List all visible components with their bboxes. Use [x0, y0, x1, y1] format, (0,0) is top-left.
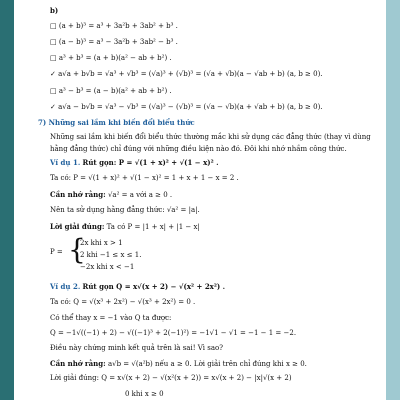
case-3: −2x khi x < −1 — [80, 263, 135, 271]
case-1: 2x khi x > 1 — [80, 239, 123, 247]
example-1-note: Nên ta sử dụng hằng đẳng thức: √a² = |a|. — [50, 206, 200, 214]
identity-6: ✓ a√a − b√b = √a³ − √b³ = (√a)³ − (√b)³ = (√a − √b)(a + √ab + b) (a, b ≥ 0). — [50, 103, 323, 111]
example-2-calc: Q = −1√((−1) + 2) − √((−1)³ + 2(−1)²) = −1√1 − √1 = −1 − 1 = −2. — [50, 329, 297, 337]
p-equals: P = — [50, 248, 63, 256]
cases-brace: { — [68, 233, 86, 266]
example-2-why: Điều này chứng minh kết quả trên là sai! Vì sao? — [50, 344, 224, 352]
example-2-remember: Cần nhớ rằng: a√b = √(a²b) nếu a ≥ 0. Lời giải trên chỉ đúng khi x ≥ 0. — [50, 359, 307, 368]
example-1-correct: Lời giải đúng: Ta có P = |1 + x| + |1 − x| — [50, 222, 200, 231]
section-intro-1: Những sai lầm khi biến đổi biểu thức thường mắc khi sử dụng các đẳng thức (thay vì dùng — [50, 133, 371, 141]
part-label: b) — [50, 6, 59, 15]
example-1-wrong: Ta có: P = √(1 + x)² + √(1 − x)² = 1 + x + 1 − x = 2 . — [50, 174, 239, 182]
left-margin-bar — [0, 0, 14, 400]
section-title: 7) Những sai lầm khi biến đổi biểu thức — [38, 118, 195, 127]
example-1-task: Ví dụ 1. Rút gọn: P = √(1 + x)² + √(1 − x)² . — [50, 158, 219, 167]
identity-2: □ (a − b)³ = a³ − 3a²b + 3ab² − b³ . — [50, 38, 178, 46]
example-2-try: Có thể thay x = −1 vào Q ta được: — [50, 314, 172, 322]
identity-5: □ a³ − b³ = (a − b)(a² + ab + b²) . — [50, 87, 172, 95]
example-2-correct: Lời giải đúng: Q = x√(x + 2) − √(x²(x + 2)) = x√(x + 2) − |x|√(x + 2) — [50, 374, 292, 382]
identity-4: ✓ a√a + b√b = √a³ + √b³ = (√a)³ + (√b)³ = (√a + √b)(a − √ab + b) (a, b ≥ 0). — [50, 70, 323, 78]
identity-3: □ a³ + b³ = (a + b)(a² − ab + b²) . — [50, 54, 172, 62]
right-margin-bar — [386, 0, 400, 400]
example-2-wrong: Ta có: Q = √(x³ + 2x²) − √(x³ + 2x²) = 0 . — [50, 298, 196, 306]
case-2: 2 khi −1 ≤ x ≤ 1. — [80, 251, 142, 259]
example-2-last-case: 0 khi x ≥ 0 — [125, 390, 164, 398]
section-intro-2: hằng đẳng thức) chỉ đúng với những điều kiện nào đó. Đôi khi nhớ nhầm công thức. — [50, 145, 347, 153]
content — [38, 0, 375, 400]
identity-1: □ (a + b)³ = a³ + 3a²b + 3ab² + b³ . — [50, 22, 178, 30]
example-1-remember: Cần nhớ rằng: √a² = a với a ≥ 0 . — [50, 190, 173, 199]
example-2-task: Ví dụ 2. Rút gọn Q = x√(x + 2) − √(x² + 2x²) . — [50, 282, 226, 291]
